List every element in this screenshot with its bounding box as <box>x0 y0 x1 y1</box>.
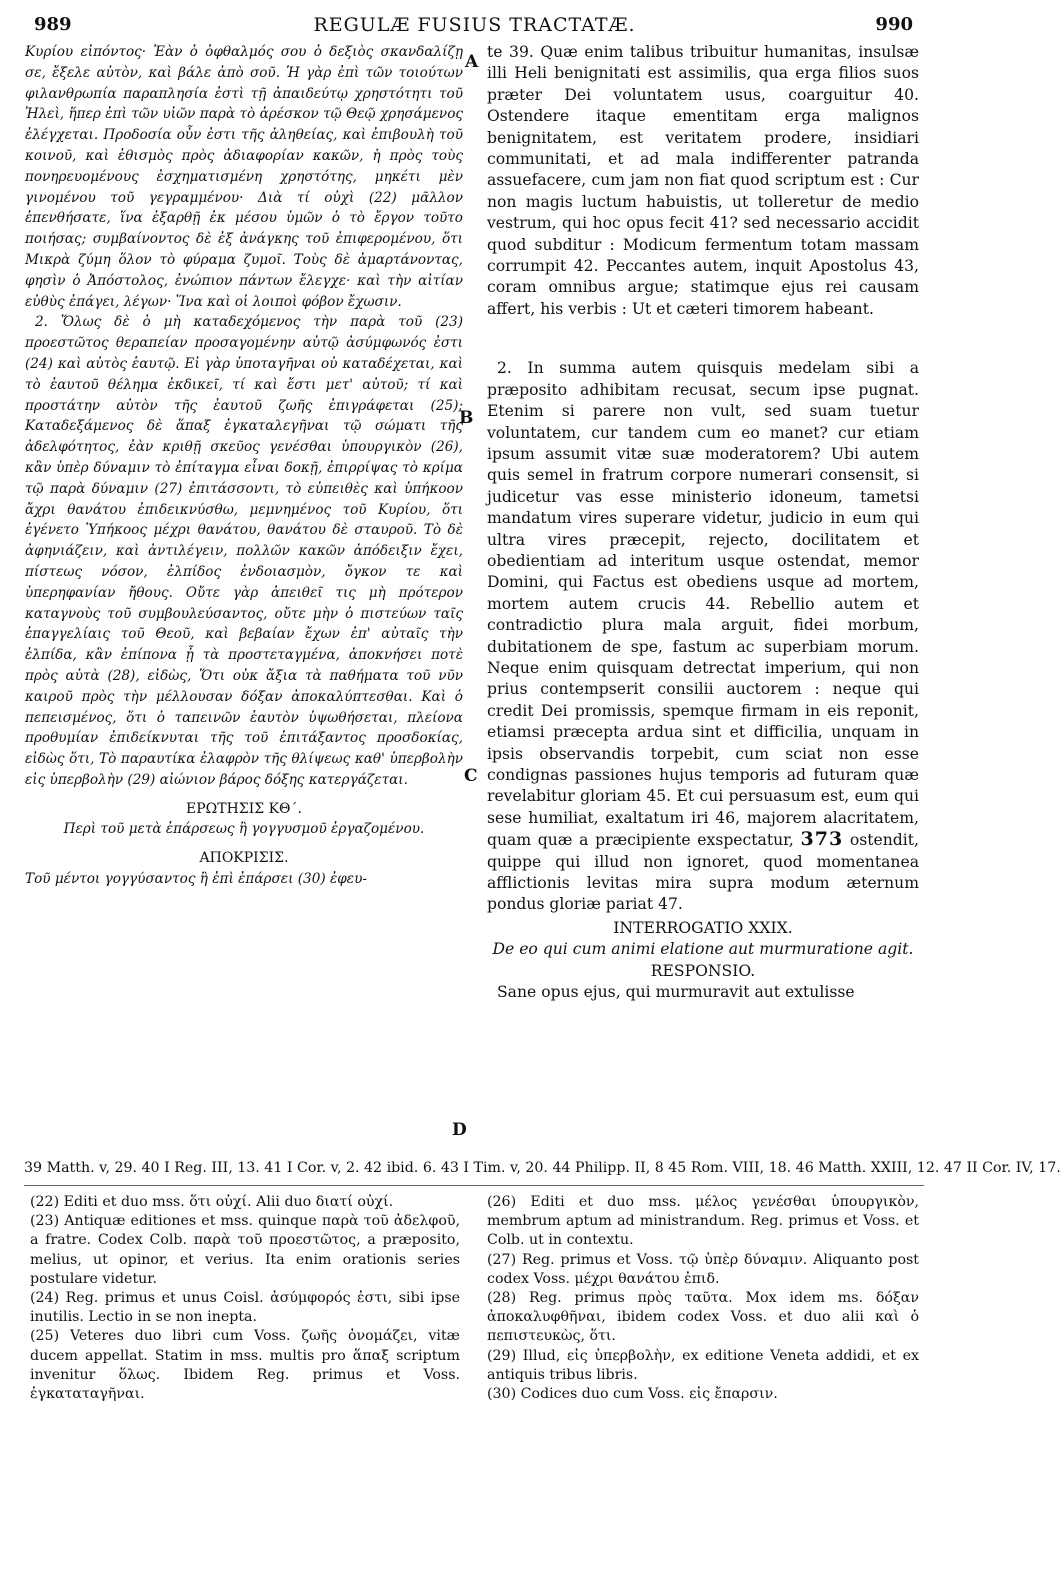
note-24: (24) Reg. primus et unus Coisl. ἀσύμφορός ἐστι, sibi ipse inutilis. Lectio in se non inepta. <box>30 1290 460 1326</box>
latin-answer-text: Sane opus ejus, qui murmuravit aut extulisse <box>497 983 855 1002</box>
footnote-divider <box>24 1185 924 1186</box>
page-number-right: 990 <box>875 14 913 35</box>
note-28: (28) Reg. primus πρὸς ταῦτα. Mox idem ms. δόξαν ἀποκαλυφθῆναι, ibidem codex Voss. et duo alii καὶ ὁ πεπιστευκὼς, ὅτι. <box>487 1290 919 1345</box>
column-number: 373 <box>800 828 844 851</box>
margin-marker-a: A <box>465 52 479 72</box>
note-27: (27) Reg. primus et Voss. τῷ ὑπὲρ δύναμιν. Aliquanto post codex Voss. μέχρι θανάτου ἐπιδ. <box>487 1251 919 1287</box>
greek-paragraph-1: Κυρίου εἰπόντος· Ἐὰν ὁ ὀφθαλμός σου ὁ δεξιὸς σκανδαλίζῃ σε, ἔξελε αὐτὸν, καὶ βάλε ἀπὸ σοῦ. Ἡ γὰρ ἐπὶ τῶν τοιούτων φιλανθρωπία παραπλησία ἐστὶ τῇ ἀπαιδεύτῳ χρηστότητι τοῦ Ἠλεὶ, ἥπερ ἐπὶ τῶν υἱῶν παρὰ τὸ ἀρέσκον τῷ Θεῷ χρησάμενος ἐλέγχεται. Προδοσία οὖν ἐστι τῆς ἀληθείας, καὶ ἐπιβουλὴ τοῦ κοινοῦ, καὶ ἐθισμὸς πρὸς ἀδιαφορίαν κακῶν, ἡ πρὸς τοὺς πονηρευομένους ἐσχηματισμένη χρηστότης, μηκέτι μὲν γινομένου τοῦ γεγραμμένου· Διὰ τί οὐχὶ (22) μᾶλλον ἐπενθήσατε, ἵνα ἐξαρθῇ ἐκ μέσου ὑμῶν ὁ τὸ ἔργον τοῦτο ποιήσας; συμβαίνοντος δὲ ἐξ ἀνάγκης τοῦ ἐπιφερομένου, ὅτι Μικρὰ ζύμη ὅλον τὸ φύραμα ζυμοῖ. Τοὺς δὲ ἁμαρτάνοντας, φησὶν ὁ Ἀπόστολος, ἐνώπιον πάντων ἔλεγχε· καὶ τὴν αἰτίαν εὐθὺς ἐπάγει, λέγων· Ἵνα καὶ οἱ λοιποὶ φόβον ἔχωσιν. <box>25 44 463 310</box>
margin-marker-d: D <box>452 1120 467 1140</box>
greek-question-subtitle: Περὶ τοῦ μετὰ ἐπάρσεως ἢ γογγυσμοῦ ἐργαζομένου. <box>63 821 425 838</box>
page-number-left: 989 <box>34 14 72 35</box>
note-22: (22) Editi et duo mss. ὅτι οὐχί. Alii duo διατί οὐχί. <box>30 1194 394 1210</box>
scripture-references: 39 Matth. v, 29. 40 I Reg. III, 13. 41 I Cor. v, 2. 42 ibid. 6. 43 I Tim. v, 20. 44 Philipp. II, 8 45 Rom. VIII, 18. 46 Matth. XXIII, 12. 47 II Cor. IV, 17. <box>24 1160 1061 1176</box>
note-25: (25) Veteres duo libri cum Voss. ζωῆς ὀνομάζει, vitæ ducem appellat. Statim in mss. multis pro ἅπαξ scriptum invenitur ὅλως. Ibidem Reg. primus et Voss. ἐγκαταταγῆναι. <box>30 1328 460 1403</box>
greek-paragraph-2: 2. Ὅλως δὲ ὁ μὴ καταδεχόμενος τὴν παρὰ τοῦ (23) προεστῶτος θεραπείαν προσαγομένην αὐτῷ ἀσύμφωνός ἐστι (24) καὶ αὐτὸς ἑαυτῷ. Εἰ γὰρ ὑποταγῆναι οὐ καταδέχεται, καὶ τὸ ἑαυτοῦ θέλημα ἐκδικεῖ, τί καὶ ἔστι μετ' αὐτοῦ; τί καὶ προστάτην αὐτὸν τῆς ἑαυτοῦ ζωῆς ἐπιγράφεται (25); Καταδεξάμενος δὲ ἅπαξ ἐγκαταλεγῆναι τῷ σώματι τῆς ἀδελφότητος, ἐὰν κριθῇ σκεῦος γενέσθαι ὑπουργικὸν (26), κἂν ὑπὲρ δύναμιν τὸ ἐπίταγμα εἶναι δοκῇ, ἐπιρρίψας τὸ κρίμα τῷ παρὰ δύναμιν (27) ἐπιτάσσοντι, τὸ εὐπειθὲς καὶ ὑπήκοον ἄχρι θανάτου ἐπιδεικνύσθω, μεμνημένος τοῦ Κυρίου, ὅτι ἐγένετο Ὑπήκοος μέχρι θανάτου, θανάτου δὲ σταυροῦ. Τὸ δὲ ἀφηνιάζειν, καὶ ἀντιλέγειν, πολλῶν κακῶν ἀπόδειξιν ἔχει, πίστεως νόσον, ἐλπίδος ἐνδοιασμὸν, ὄγκον τε καὶ ὑπερηφανίαν ἤθους. Οὔτε γὰρ ἀπειθεῖ τις μὴ πρότερον καταγνοὺς τοῦ συμβουλεύσαντος, οὔτε μὴν ὁ πιστεύων ταῖς ἐπαγγελίαις τοῦ Θεοῦ, καὶ βεβαίαν ἔχων ἐπ' αὐταῖς τὴν ἐλπίδα, κἂν ἐπίπονα ᾖ τὰ προστεταγμένα, ἀποκνήσει ποτὲ πρὸς αὐτὰ (28), εἰδὼς, Ὅτι οὐκ ἄξια τὰ παθήματα τοῦ νῦν καιροῦ πρὸς τὴν μέλλουσαν δόξαν ἀποκαλύπτεσθαι. Καὶ ὁ πεπεισμένος, ὅτι ὁ ταπεινῶν ἑαυτὸν ὑψωθήσεται, πλείονα προθυμίαν ἐπιδείκνυται τῆς τοῦ ἐπιτάξαντος προσδοκίας, εἰδὼς ὅτι, Τὸ παραυτίκα ἐλαφρὸν τῆς θλίψεως καθ' ὑπερβολὴν εἰς ὑπερβολὴν (29) αἰώνιον βάρος δόξης κατεργάζεται. <box>25 314 463 788</box>
running-title: REGULÆ FUSIUS TRACTATÆ. <box>313 14 636 36</box>
note-29: (29) Illud, εἰς ὑπερβολὴν, ex editione Veneta addidi, et ex antiquis tribus libris. <box>487 1347 919 1383</box>
greek-question-title: ΕΡΩΤΗΣΙΣ ΚΘ΄. <box>186 800 302 817</box>
notes-right <box>487 1193 919 1404</box>
note-23: (23) Antiquæ editiones et mss. quinque παρὰ τοῦ ἀδελφοῦ, a fratre. Codex Colb. παρὰ τοῦ προεστῶτος, a præposito, melius, ut opinor, et verius. Ita enim orationis series postulare videtur. <box>30 1213 460 1287</box>
latin-question-title: INTERROGATIO XXIX. <box>613 918 793 937</box>
latin-question-subtitle: De eo qui cum animi elatione aut murmuratione agit. <box>492 940 914 959</box>
latin-paragraph-1: te 39. Quæ enim talibus tribuitur humanitas, insulsæ illi Heli benignitati est assimilis, qua erga filios suos præter Dei voluntatem usus, coarguitur 40. Ostendere itaque ementitam erga malignos benignitatem, est veritatem prodere, insidiari communitati, et ad mala indifferenter patranda assuefacere, cum jam non fiat quod scriptum est : Cur non magis luctum habuistis, ut tolleretur de medio vestrum, qui hoc opus fecit 41? sed necessario accidit quod subditur : Modicum fermentum totam massam corrumpit 42. Peccantes autem, inquit Apostolus 43, coram omnibus argue; statimque ejus rei causam affert, his verbis : Ut et cæteri timorem habeant. <box>487 43 919 318</box>
greek-answer-text: Τοῦ μέντοι γογγύσαντος ἢ ἐπὶ ἐπάρσει (30) ἐφευ- <box>25 871 367 888</box>
note-26: (26) Editi et duo mss. μέλος γενέσθαι ὑπουργικὸν, membrum aptum ad ministrandum. Reg. primus et Voss. et Colb. ut in contextu. <box>487 1194 919 1249</box>
latin-answer-title: RESPONSIO. <box>650 961 756 980</box>
latin-paragraph-2a: 2. In summa autem quisquis medelam sibi a præposito adhibitam recusat, secum ipse pugnat. Etenim si parere non vult, sed suam tuetur voluntatem, cur tandem cum eo manet? cur etiam ipsum assumit vitæ suæ moderatorem? Ubi autem quis semel in fratrum corpore numerari consensit, si judicetur vas esse ministerio idoneum, tametsi mandatum vires superare videtur, judicio in eum qui ultra vires præcepit, rejecto, docilitatem et obedientiam ad interitum usque ostendat, memor Domini, qui Factus est obediens usque ad mortem, mortem autem crucis 44. Rebellio autem et contradictio plura mala arguit, fidei morbum, dubitationem de spe, fastum ac superbiam morum. Neque enim quisquam detrectat imperium, qui non prius contempserit consilii auctorem : neque qui credit Dei promissis, spemque firmam in eis reponit, etiamsi præcepta ardua sint et difficilia, unquam in ipsis observandis torpebit, cum sciat non esse condignas passiones hujus temporis ad futuram quæ revelabitur gloriam 45. Et cui persuasum est, eum qui sese humiliat, exaltatum iri 46, majorem alacritatem, quam quæ a præcipiente exspectatur, <box>487 359 919 850</box>
latin-paragraph-2b: ostendit, quippe qui illud non ignoret, quod momentanea afflictionis levitas mira supra modum æternum pondus gloriæ pariat 47. <box>487 831 919 914</box>
margin-marker-b: B <box>459 408 474 428</box>
latin-column <box>487 42 919 1003</box>
notes-left <box>30 1193 460 1404</box>
note-30: (30) Codices duo cum Voss. εἰς ἔπαρσιν. <box>487 1386 778 1403</box>
greek-answer-title: ΑΠΟΚΡΙΣΙΣ. <box>199 850 289 867</box>
latin-paragraph-2 <box>487 358 919 916</box>
greek-column <box>25 42 463 890</box>
margin-marker-c: C <box>464 766 478 786</box>
